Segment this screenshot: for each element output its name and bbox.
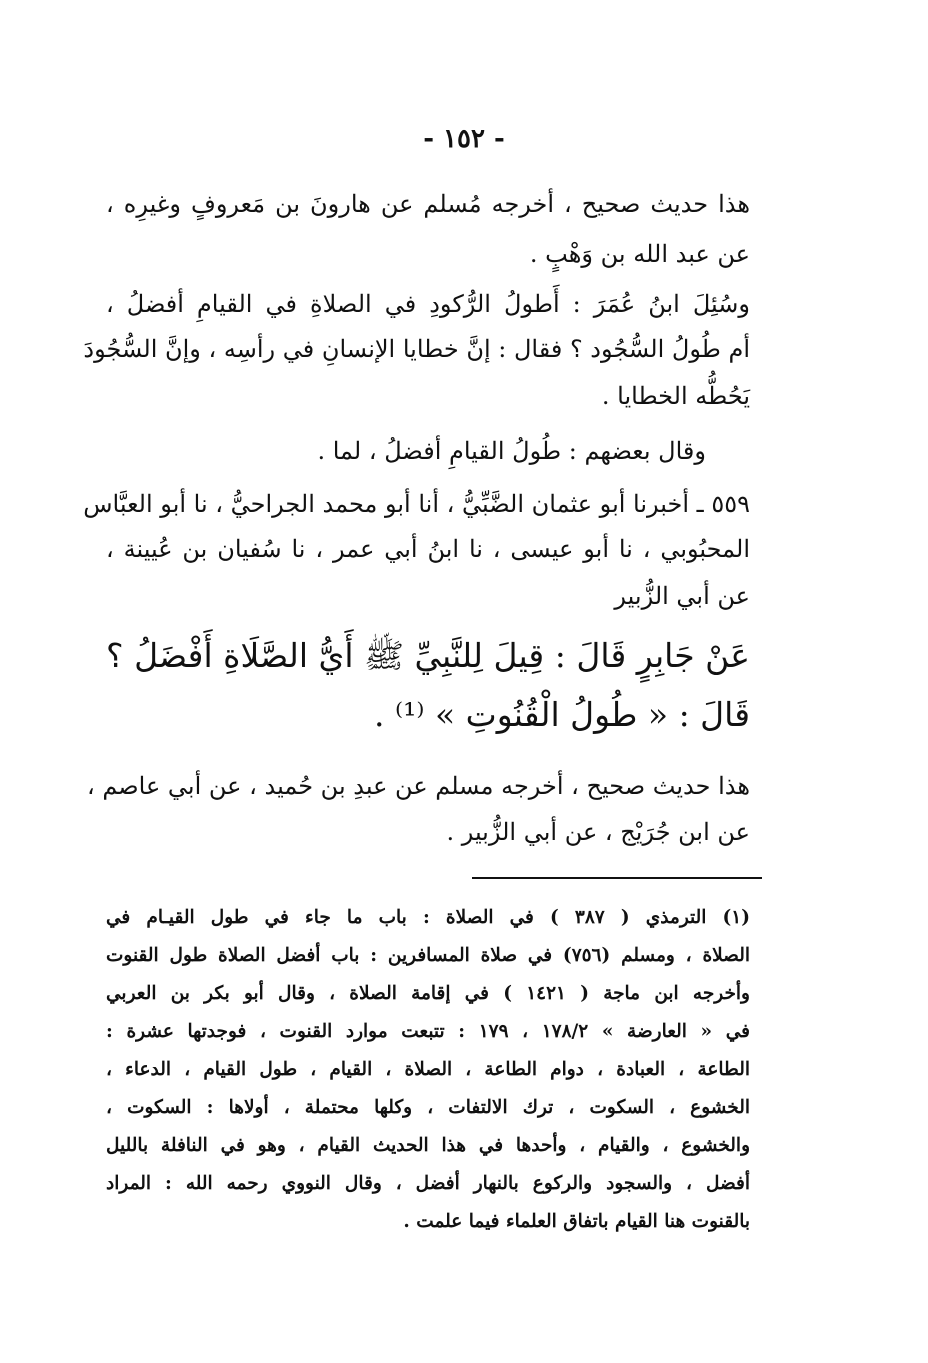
paragraph-3-line-1: وقال بعضهم : طُولُ القيامِ أفضلُ ، لما . — [317, 437, 706, 465]
paragraph-1-line-1: هذا حديث صحيح ، أخرجه مُسلم عن هارونَ بن مَعروفٍ وغيرِه ، — [106, 190, 750, 218]
footnote-line-2: الصلاة ، ومسلم (٧٥٦) في صلاة المسافرين : باب أفضل الصلاة طول القنوت — [106, 945, 750, 966]
hadith-line-1: عَنْ جَابِرٍ قَالَ : قِيلَ لِلنَّبِيِّ ﷺ أَيُّ الصَّلَاةِ أَفْضَلُ ؟ — [106, 636, 750, 675]
footnote-line-4: في « العارضة » ١٧٨/٢ ، ١٧٩ : تتبعت موارد القنوت ، فوجدتها عشرة : — [106, 1021, 750, 1042]
paragraph-2-line-3: يَحُطُّه الخطايا . — [601, 382, 750, 410]
footnote-line-9: بالقنوت هنا القيام باتفاق العلماء فيما علمت . — [403, 1211, 750, 1232]
paragraph-2-line-1: وسُئِلَ ابنُ عُمَرَ : أَطولُ الرُّكودِ في الصلاةِ في القيامِ أفضلُ ، — [106, 290, 750, 318]
paragraph-5-line-2: عن ابن جُرَيْج ، عن أبي الزُّبير . — [446, 818, 750, 846]
footnote-line-1: (١) الترمذي ( ٣٨٧ ) في الصلاة : باب ما جاء في طول القيـام في — [106, 907, 750, 928]
paragraph-4-line-1: ٥٥٩ ـ أخبرنا أبو عثمان الضَّبِّيُّ ، أنا أبو محمد الجراحيُّ ، نا أبو العبَّاس — [83, 490, 750, 518]
paragraph-2-line-2: أم طُولُ السُّجُود ؟ فقال : إنَّ خطايا الإنسانِ في رأسِه ، وإنَّ السُّجُودَ — [83, 335, 750, 363]
paragraph-5-line-1: هذا حديث صحيح ، أخرجه مسلم عن عبدِ بن حُميد ، عن أبي عاصم ، — [86, 772, 750, 800]
footnote-line-6: الخشوع ، السكوت ، ترك الالتفات ، وكلها محتملة ، أولاها : السكوت ، — [106, 1097, 750, 1118]
footnote-line-5: الطاعة ، العبادة ، دوام الطاعة ، الصلاة ، القيام ، طول القيام ، الدعاء ، — [106, 1059, 750, 1080]
paragraph-1-line-2: عن عبد الله بن وَهْبٍ . — [529, 240, 750, 268]
paragraph-4-line-2: المحبُوبي ، نا أبو عيسى ، نا ابنُ أبي عمر ، نا سُفيان بن عُيينة ، — [106, 535, 750, 563]
page-number: - ١٥٢ - — [423, 124, 505, 154]
hadith-line-2: قَالَ : « طُولُ الْقُنُوتِ » ⁽¹⁾ . — [374, 695, 750, 734]
footnote-line-3: وأخرجه ابن ماجة ( ١٤٢١ ) في إقامة الصلاة ، وقال أبو بكر بن العربي — [106, 983, 750, 1004]
footnote-separator — [472, 877, 762, 879]
paragraph-4-line-3: عن أبي الزُّبير — [614, 582, 750, 610]
footnote-line-8: أفضل ، والسجود والركوع بالنهار أفضل ، وقال النووي رحمه الله : المراد — [106, 1173, 750, 1194]
footnote-line-7: والخشوع ، والقيام ، وأحدها في هذا الحديث القيام ، وهو في النافلة بالليل — [106, 1135, 750, 1156]
